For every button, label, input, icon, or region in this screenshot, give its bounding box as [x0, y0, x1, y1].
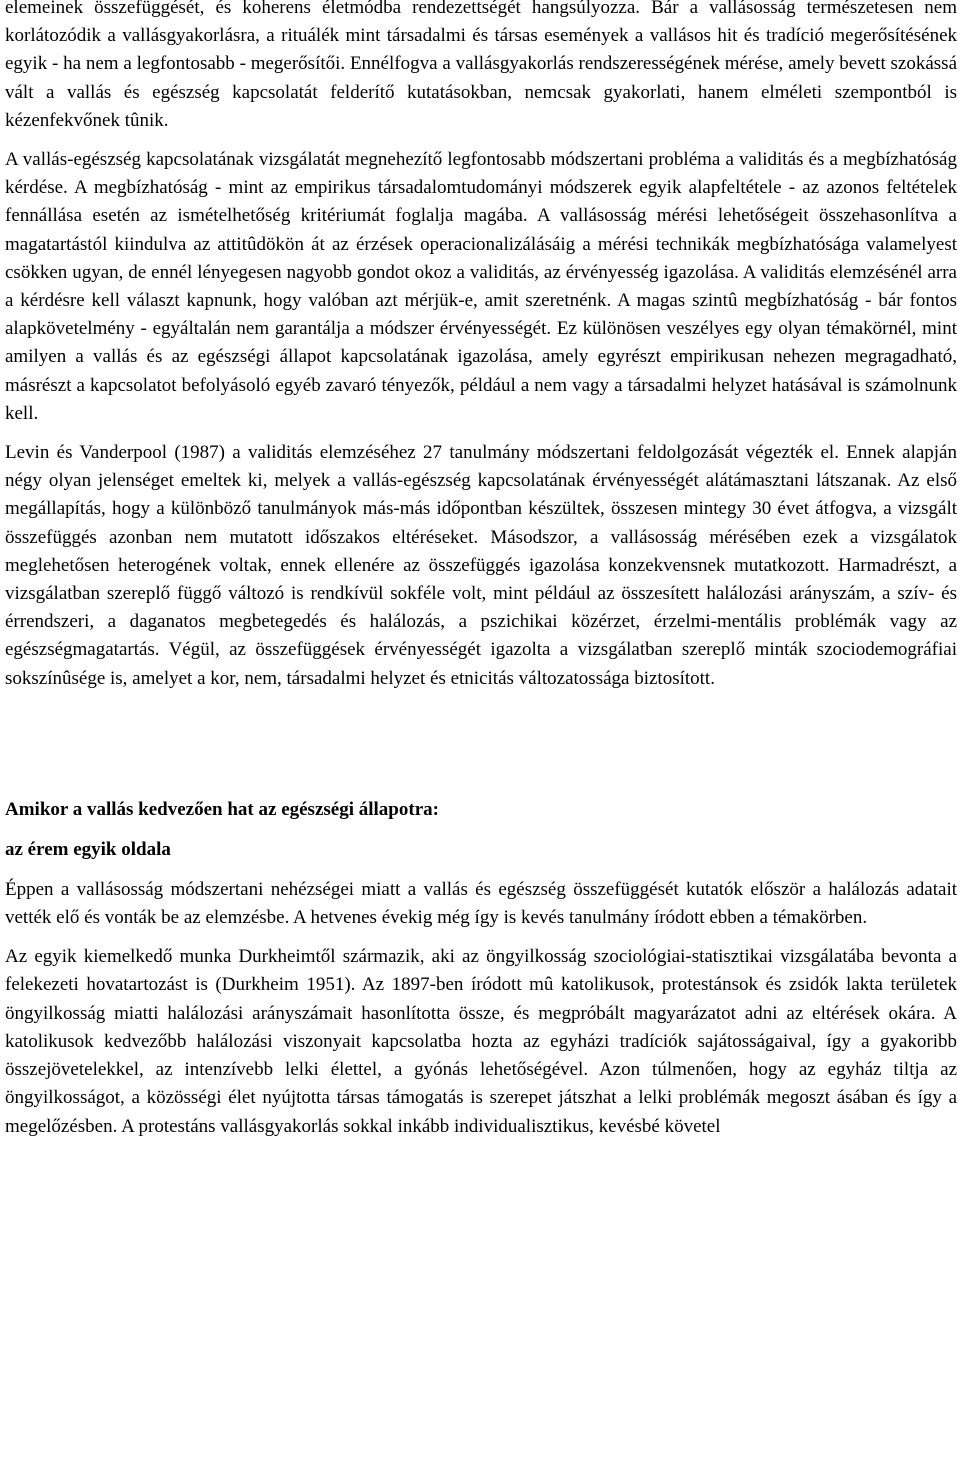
paragraph-rituals: elemeinek összefüggését, és koherens életmódba rendezettségét hangsúlyozza. Bár a vallásosság természetesen nem korlátozódik a vallásgyakorlásra, a rituálék mint társadalmi és társas események a vallásos hit és tradíció megerősítésének egyik - ha nem a legfontosabb - megerősítői. Ennélfogva a vallásgyakorlás rendszerességének mérése, amely bevett szokássá vált a vallás és egészség kapcsolatát felderítő kutatásokban, nemcsak gyakorlati, hanem elméleti szempontból is kézenfekvőnek tûnik.: [5, 0, 957, 131]
section-heading: Amikor a vallás kedvezően hat az egészségi állapotra:: [5, 798, 439, 820]
document-page: [5, 0, 957, 1141]
paragraph-durkheim: Az egyik kiemelkedő munka Durkheimtől származik, aki az öngyilkosság szociológiai-statisztikai vizsgálatába bevonta a felekezeti hovatartozást is (Durkheim 1951). Az 1897-ben íródott mû katolikusok, protestánsok és zsidók lakta területek öngyilkosság miatti halálozási arányszámait hasonlította össze, és megpróbált magyarázatot adni az eltérések okára. A katolikusok kedvezőbb halálozási viszonyait kapcsolatba hozta az egyházi tradíciók sajátosságaival, így a gyakoribb összejövetelekkel, az intenzívebb lelki élettel, a gyónás lehetőségével. Azon túlmenően, hogy az egyház tiltja az öngyilkosságot, a közösségi élet nyújtotta társas támogatás is szerepet játszhat a lelki problémák megoszt ásában és így a megelőzésben. A protestáns vallásgyakorlás sokkal inkább individualisztikus, kevésbé követel: [5, 946, 957, 1137]
section-spacer: [5, 704, 957, 796]
paragraph-levin-vanderpool: Levin és Vanderpool (1987) a validitás elemzéséhez 27 tanulmány módszertani feldolgozását végezték el. Ennek alapján négy olyan jelenséget emeltek ki, melyek a vallás-egészség kapcsolatának érvényességét alátámasztani látszanak. Az első megállapítás, hogy a különböző tanulmányok más-más időpontban készültek, összesen mintegy 30 évet átfogva, a vizsgált összefüggés azonban nem mutatott időszakos eltéréseket. Másodszor, a vallásosság mérésében ezek a vizsgálatok meglehetősen heterogének voltak, ennek ellenére az összefüggés igazolása konzekvensnek mutatkozott. Harmadrészt, a vizsgálatban szereplő függő változó is rendkívül sokféle volt, mint például az összesített halálozási arányszám, a szív- és érrendszeri, a daganatos megbetegedés és halálozás, a pszichikai közérzet, érzelmi-mentális problémák vagy az egészségmagatartás. Végül, az összefüggések érvényességét igazolta a vizsgálatban szereplő minták szociodemográfiai sokszínûsége is, amelyet a kor, nem, társadalmi helyzet és etnicitás változatossága biztosított.: [5, 442, 957, 689]
paragraph-validity-reliability: A vallás-egészség kapcsolatának vizsgálatát megnehezítő legfontosabb módszertani probléma a validitás és a megbízhatóság kérdése. A megbízhatóság - mint az empirikus társadalomtudományi módszerek egyik alapfeltétele - az azonos feltételek fennállása esetén az ismételhetőség kritériumát foglalja magába. A vallásosság mérési lehetőségeit összehasonlítva a magatartástól kiindulva az attitûdökön át az érzések operacionalizálásáig a mérési technikák megbízhatósága valamelyest csökken ugyan, de ennél lényegesen nagyobb gondot okoz a validitás, az érvényesség igazolása. A validitás elemzésénél arra a kérdésre kell választ kapnunk, hogy valóban azt mérjük-e, amit szeretnénk. A magas szintû megbízhatóság - bár fontos alapkövetelmény - egyáltalán nem garantálja a módszer érvényességét. Ez különösen veszélyes egy olyan témakörnél, mint amilyen a vallás és az egészségi állapot kapcsolatának igazolása, amely egyrészt empirikusan nehezen megragadható, másrészt a kapcsolatot befolyásoló egyéb zavaró tényezők, például a nem vagy a társadalmi helyzet hatásával is számolnunk kell.: [5, 149, 957, 424]
section-subheading: az érem egyik oldala: [5, 838, 171, 860]
paragraph-mortality-data: Éppen a vallásosság módszertani nehézségei miatt a vallás és egészség összefüggését kutatók először a halálozás adatait vették elő és vonták be az elemzésbe. A hetvenes évekig még így is kevés tanulmány íródott ebben a témakörben.: [5, 878, 957, 929]
